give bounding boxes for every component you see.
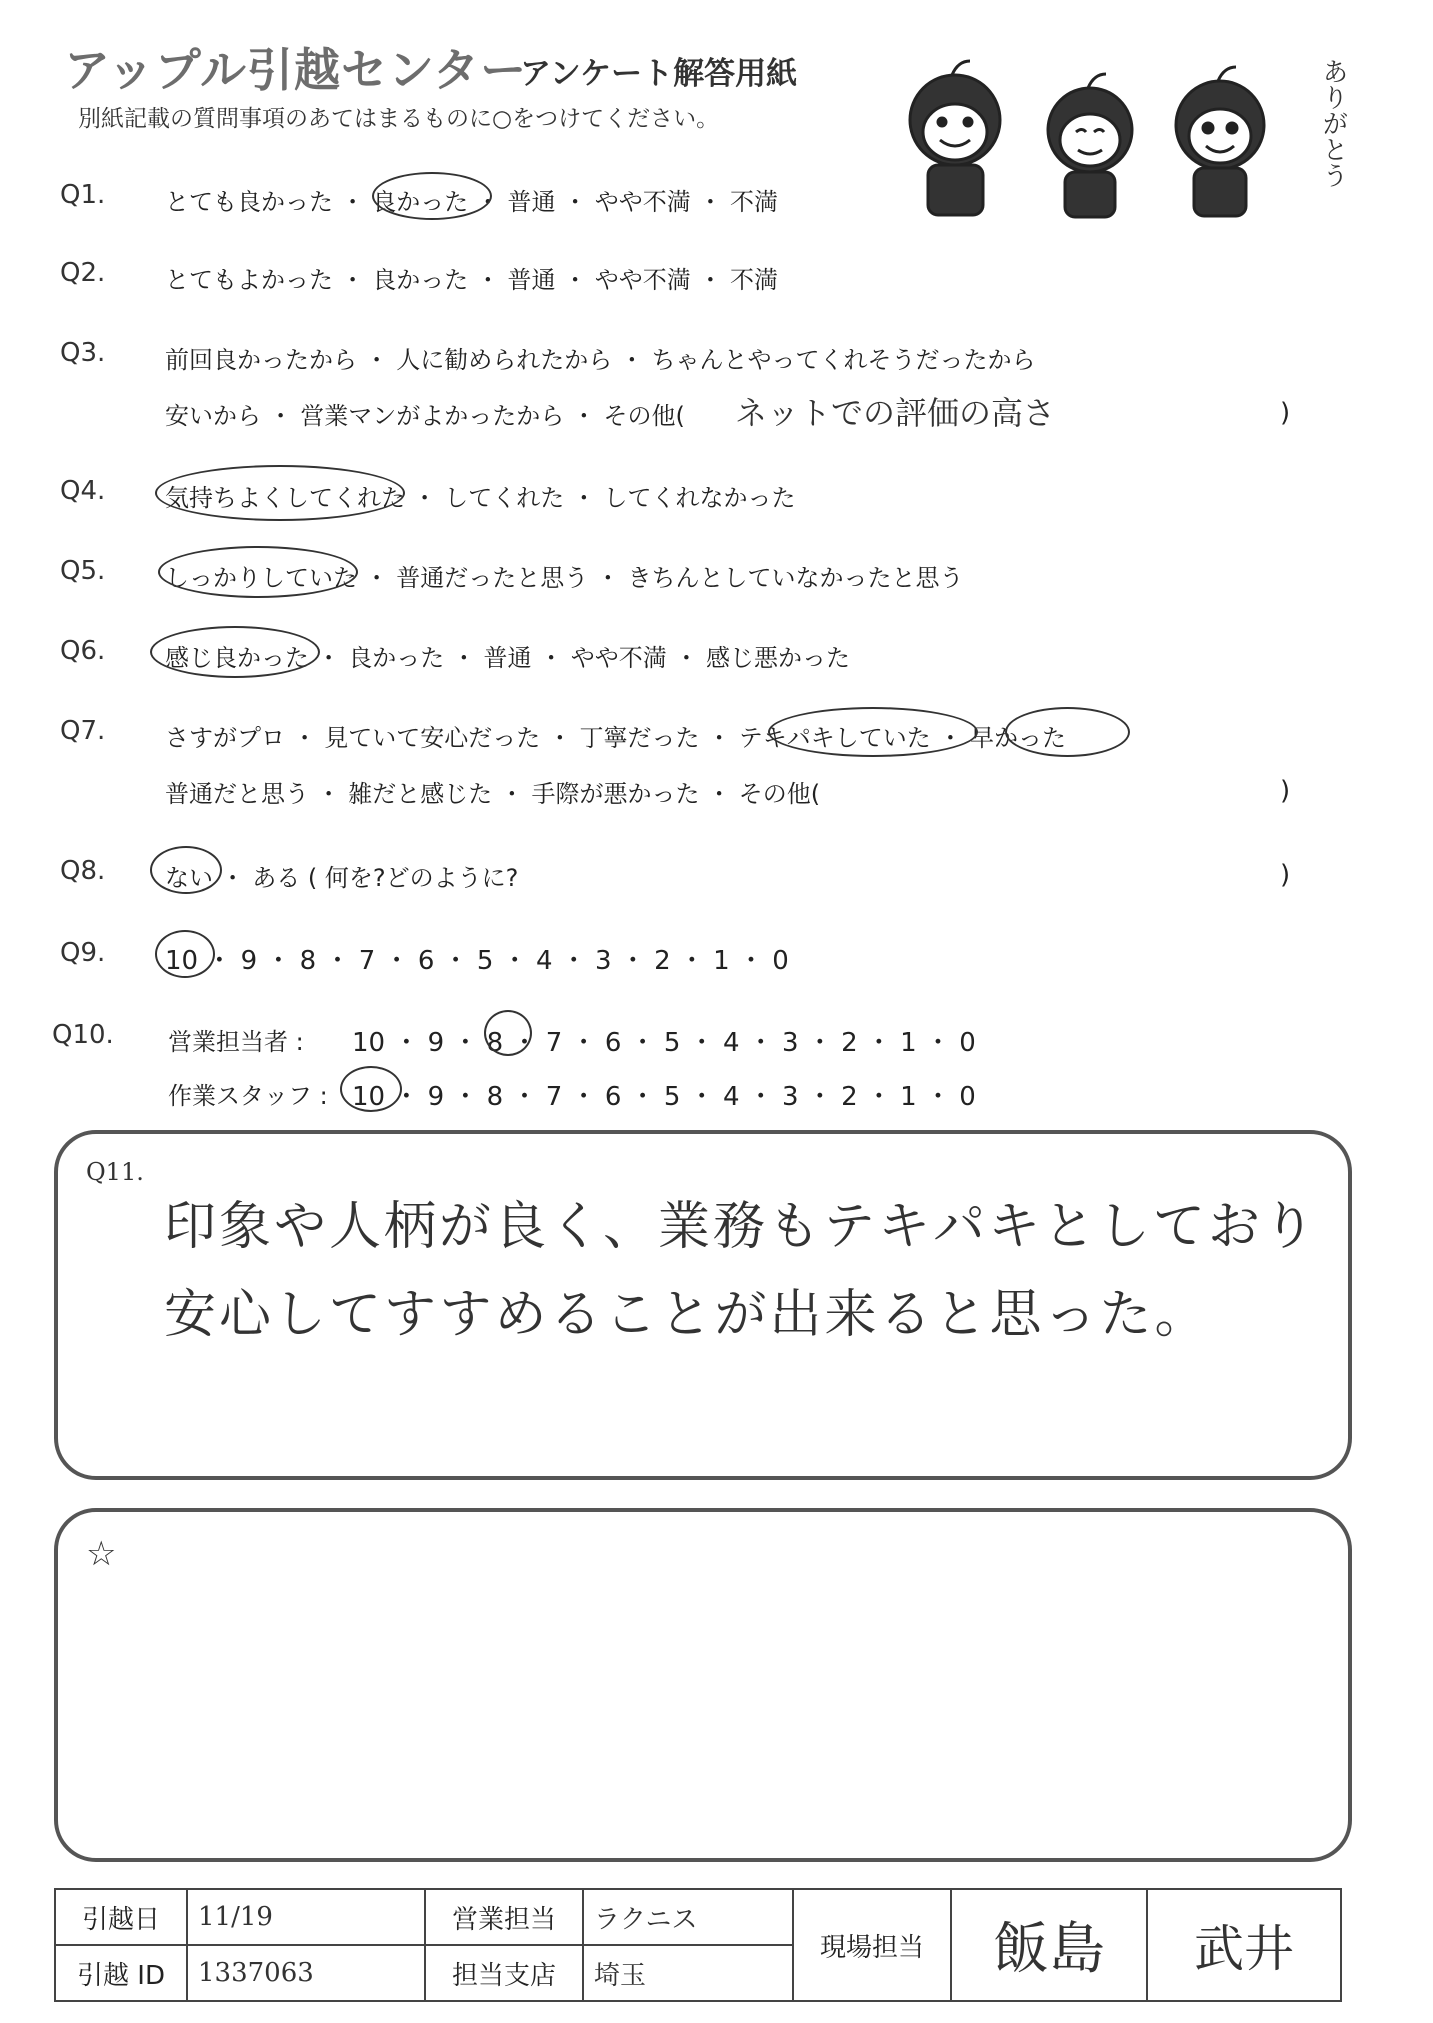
monkey-mascots-illustration (880, 40, 1340, 230)
moving-id-value: 1337063 (187, 1945, 425, 2001)
q10-sales-scale: 10 ・ 9 ・ 8 ・ 7 ・ 6 ・ 5 ・ 4 ・ 3 ・ 2 ・ 1 ・ 0 (352, 1028, 976, 1058)
q11-comment-box (54, 1130, 1352, 1480)
q6-options: 感じ良かった ・ 良かった ・ 普通 ・ やや不満 ・ 感じ悪かった (165, 644, 851, 672)
q9-selection-circle (155, 930, 215, 978)
q1-selection-circle (372, 172, 492, 220)
q7-options-line1: さすがプロ ・ 見ていて安心だった ・ 丁寧だった ・ テキパキしていた ・ 早かった (165, 724, 1067, 752)
star-icon: ☆ (86, 1534, 117, 1574)
q1-label: Q1. (60, 180, 106, 210)
q1-options: とても良かった ・ 良かった ・ 普通 ・ やや不満 ・ 不満 (165, 188, 779, 216)
q3-options-line2: 安いから ・ 営業マンがよかったから ・ その他( (165, 402, 685, 430)
q2-label: Q2. (60, 258, 106, 288)
q4-label: Q4. (60, 476, 106, 506)
q10-staff-scale: 10 ・ 9 ・ 8 ・ 7 ・ 6 ・ 5 ・ 4 ・ 3 ・ 2 ・ 1 ・ 0 (352, 1082, 976, 1112)
moving-info-table (54, 1888, 1342, 2002)
thanks-text: ありがとう (1318, 58, 1348, 188)
q2-options: とてもよかった ・ 良かった ・ 普通 ・ やや不満 ・ 不満 (165, 266, 779, 294)
q7-selection-circle-tekipaki (768, 707, 978, 757)
monkey-2-icon (1048, 74, 1132, 217)
q10-staff-selection-circle (340, 1066, 402, 1112)
q10-staff-label: 作業スタッフ : (168, 1082, 328, 1110)
q4-selection-circle (155, 465, 405, 521)
extra-comment-box (54, 1508, 1352, 1862)
q3-close-paren: ) (1280, 398, 1291, 428)
q5-options: しっかりしていた ・ 普通だったと思う ・ きちんとしていなかったと思う (165, 564, 964, 592)
company-title: アップル引越センター (64, 43, 528, 97)
site-staff-value-2: 武井 (1147, 1889, 1341, 2001)
branch-label: 担当支店 (425, 1945, 583, 2001)
q9-scale: 10 ・ 9 ・ 8 ・ 7 ・ 6 ・ 5 ・ 4 ・ 3 ・ 2 ・ 1 ・ 0 (165, 946, 789, 976)
monkey-1-icon (910, 61, 1000, 215)
q7-close-paren: ) (1280, 776, 1291, 806)
q8-close-paren: ) (1280, 860, 1291, 890)
q7-selection-circle-hayakatta (1005, 707, 1130, 757)
form-subtitle: アンケート解答用紙 (520, 56, 798, 92)
sales-rep-label: 営業担当 (425, 1889, 583, 1945)
q11-label: Q11. (86, 1158, 144, 1186)
q5-selection-circle (158, 546, 358, 598)
site-staff-value-1: 飯島 (951, 1889, 1147, 2001)
sales-rep-value: ラクニス (583, 1889, 793, 1945)
monkey-3-icon (1176, 67, 1264, 216)
q10-sales-label: 営業担当者 : (168, 1028, 304, 1056)
instruction-text: 別紙記載の質問事項のあてはまるものに○をつけてください。 (78, 106, 720, 132)
q4-options: 気持ちよくしてくれた ・ してくれた ・ してくれなかった (165, 484, 796, 512)
q6-selection-circle (150, 626, 320, 678)
moving-date-value: 11/19 (187, 1889, 425, 1945)
q7-options-line2: 普通だと思う ・ 雑だと感じた ・ 手際が悪かった ・ その他( (165, 780, 821, 808)
q10-label: Q10. (52, 1020, 114, 1050)
moving-id-label: 引越 ID (55, 1945, 187, 2001)
branch-value: 埼玉 (583, 1945, 793, 2001)
site-staff-label: 現場担当 (793, 1889, 951, 2001)
q7-label: Q7. (60, 716, 106, 746)
q3-label: Q3. (60, 338, 106, 368)
q10-sales-selection-circle (484, 1010, 532, 1056)
q3-options-line1: 前回良かったから ・ 人に勧められたから ・ ちゃんとやってくれそうだったから (165, 346, 1036, 374)
q11-comment-line2: 安心してすすめることが出来ると思った。 (164, 1285, 1210, 1345)
q8-options: ない ・ ある ( 何を?どのように? (165, 864, 519, 892)
q11-comment-line1: 印象や人柄が良く、業務もテキパキとしており (164, 1197, 1318, 1257)
q3-handwritten-answer: ネットでの評価の高さ (735, 394, 1056, 432)
q6-label: Q6. (60, 636, 106, 666)
q5-label: Q5. (60, 556, 106, 586)
q9-label: Q9. (60, 938, 106, 968)
q8-selection-circle (150, 846, 222, 894)
moving-date-label: 引越日 (55, 1889, 187, 1945)
q8-label: Q8. (60, 856, 106, 886)
